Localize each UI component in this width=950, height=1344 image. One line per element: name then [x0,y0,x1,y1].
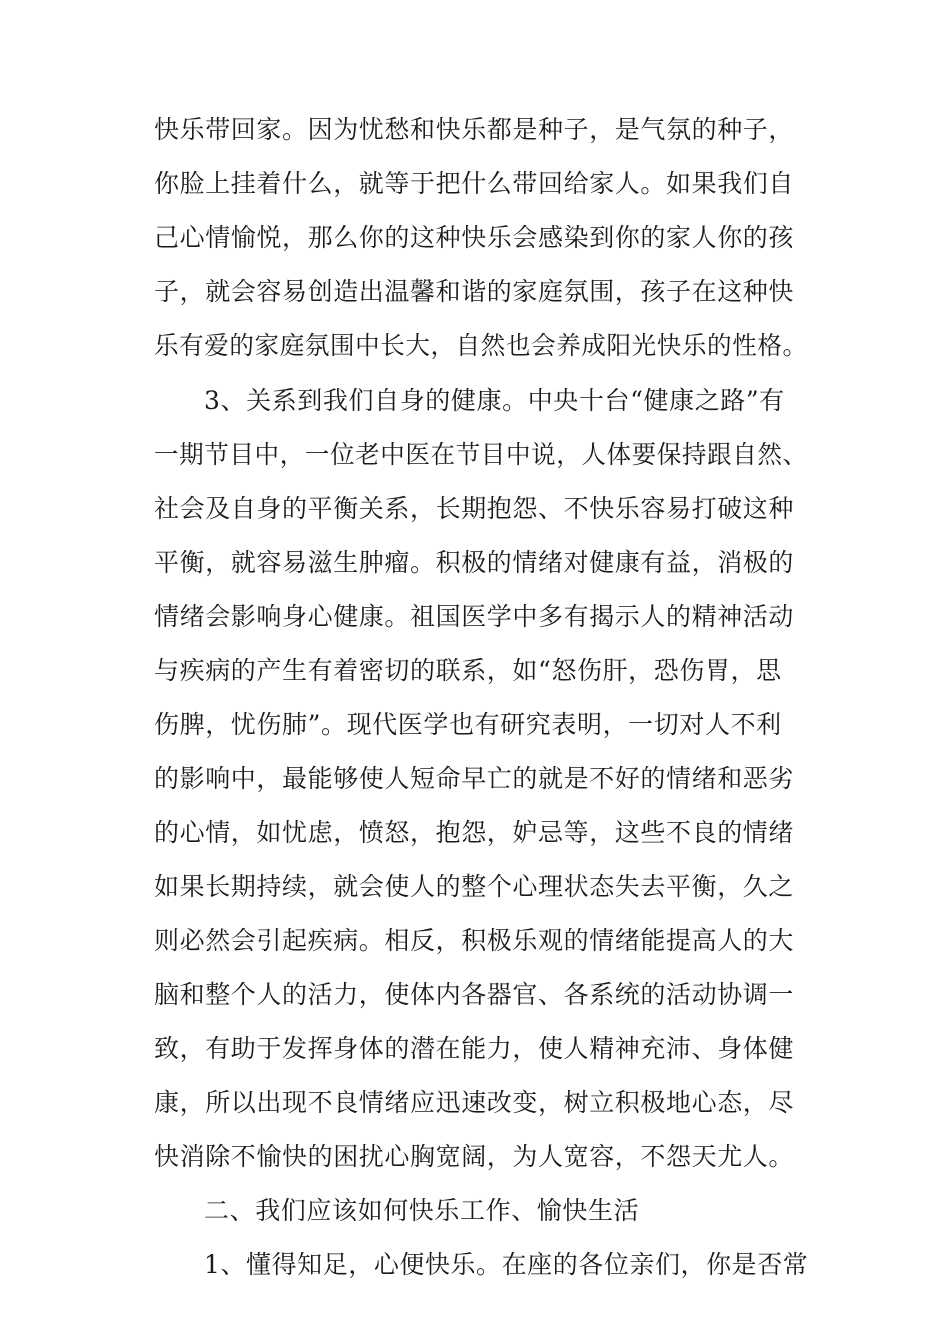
text-line: 快乐带回家。因为忧愁和快乐都是种子，是气氛的种子， [154,115,795,144]
text-line: 则必然会引起疾病。相反，积极乐观的情绪能提高人的大 [154,926,795,955]
text-line: 的影响中，最能够使人短命早亡的就是不好的情绪和恶劣 [154,764,795,793]
text-line: 的心情，如忧虑，愤怒，抱怨，妒忌等，这些不良的情绪 [154,818,795,847]
text-line: 平衡，就容易滋生肿瘤。积极的情绪对健康有益，消极的 [154,548,795,577]
text-line: 你脸上挂着什么，就等于把什么带回给家人。如果我们自 [154,169,795,198]
paragraph-start-line: 3、关系到我们自身的健康。中央十台“健康之路”有 [204,386,785,415]
text-line: 如果长期持续，就会使人的整个心理状态失去平衡，久之 [154,872,795,901]
text-line: 一期节目中，一位老中医在节目中说，人体要保持跟自然、 [154,440,808,469]
text-line: 乐有爱的家庭氛围中长大，自然也会养成阳光快乐的性格。 [154,331,808,360]
text-line: 子，就会容易创造出温馨和谐的家庭氛围，孩子在这种快 [154,277,795,306]
text-line: 情绪会影响身心健康。祖国医学中多有揭示人的精神活动 [154,602,795,631]
section-heading: 二、我们应该如何快乐工作、愉快生活 [204,1196,640,1225]
paragraph-start-line: 1、懂得知足，心便快乐。在座的各位亲们，你是否常 [204,1250,809,1279]
text-line: 与疾病的产生有着密切的联系，如“怒伤肝，恐伤胃，思 [154,656,782,685]
text-line: 伤脾，忧伤肺”。现代医学也有研究表明，一切对人不利 [154,710,782,739]
text-line: 康，所以出现不良情绪应迅速改变，树立积极地心态，尽 [154,1088,795,1117]
text-line: 致，有助于发挥身体的潜在能力，使人精神充沛、身体健 [154,1034,795,1063]
text-line: 快消除不愉快的困扰心胸宽阔，为人宽容，不怨天尤人。 [154,1142,795,1171]
text-line: 己心情愉悦，那么你的这种快乐会感染到你的家人你的孩 [154,223,795,252]
text-line: 社会及自身的平衡关系，长期抱怨、不快乐容易打破这种 [154,494,795,523]
text-line: 脑和整个人的活力，使体内各器官、各系统的活动协调一 [154,980,795,1009]
